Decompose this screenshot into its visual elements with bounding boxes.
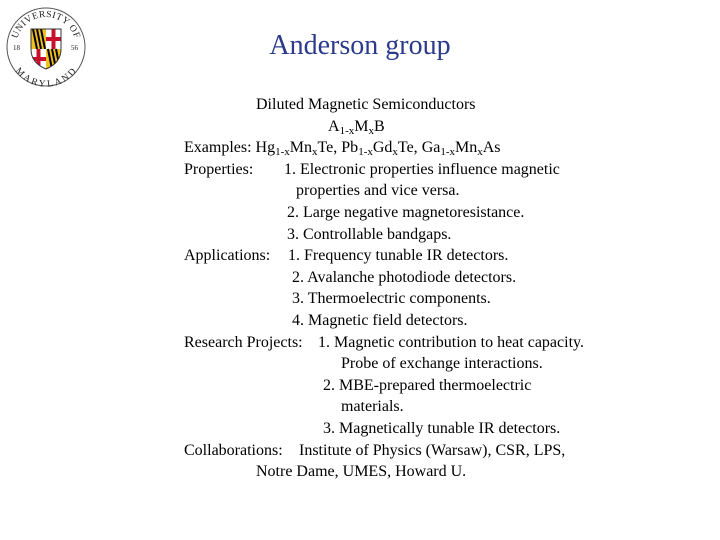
- research-item: 1. Magnetic contribution to heat capacity.: [318, 333, 584, 351]
- seal-top-text: UNIVERSITY OF: [10, 9, 82, 41]
- research-item: materials.: [341, 398, 404, 416]
- applications-item: 3. Thermoelectric components.: [292, 290, 491, 308]
- collaborations-line-1: Institute of Physics (Warsaw), CSR, LPS,: [299, 441, 566, 459]
- applications-item: 4. Magnetic field detectors.: [292, 312, 468, 329]
- properties-item: 1. Electronic properties influence magnetic: [284, 160, 560, 178]
- properties-item: 2. Large negative magnetoresistance.: [287, 204, 525, 221]
- seal-year-right: 56: [71, 44, 78, 52]
- applications-item: 1. Frequency tunable IR detectors.: [288, 247, 509, 265]
- research-item: Probe of exchange interactions.: [341, 355, 543, 373]
- seal-bottom-text: MARYLAND: [12, 66, 80, 87]
- applications-item: 2. Avalanche photodiode detectors.: [292, 268, 517, 286]
- heading: Diluted Magnetic Semiconductors: [256, 96, 476, 113]
- properties-item: 3. Controllable bandgaps.: [287, 225, 452, 243]
- research-item: 2. MBE-prepared thermoelectric: [323, 376, 532, 394]
- collaborations-line-2: Notre Dame, UMES, Howard U.: [256, 463, 467, 481]
- collaborations-label: Collaborations:: [184, 441, 283, 459]
- general-formula: $A_{1-x}M_xB$: [328, 117, 385, 137]
- examples-label: Examples:: [184, 139, 256, 157]
- page-title: Anderson group: [269, 30, 451, 61]
- research-label: Research Projects:: [184, 333, 303, 351]
- research-item: 3. Magnetically tunable IR detectors.: [323, 420, 561, 437]
- properties-item: properties and vice versa.: [296, 182, 460, 200]
- examples-line: Examples: $Hg_{1-x}Mn_xTe$, $Pb_{1-x}Gd_xTe$, $Ga_{1-x}Mn_xAs$: [184, 139, 501, 159]
- applications-label: Applications:: [184, 247, 271, 265]
- properties-label: Properties:: [184, 160, 254, 178]
- seal-year-left: 18: [13, 44, 20, 52]
